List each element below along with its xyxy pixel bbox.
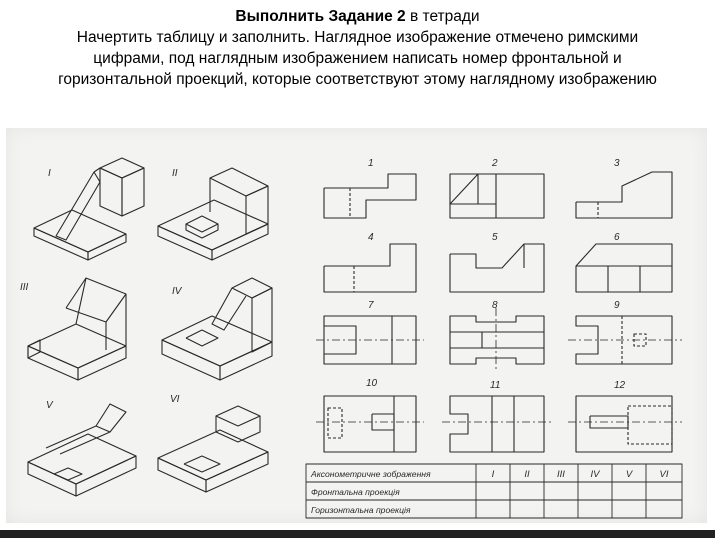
worksheet-drawing: [6, 128, 707, 523]
projection-11: [442, 396, 554, 452]
proj-label-5: 5: [492, 232, 498, 243]
proj-label-4: 4: [368, 232, 374, 243]
table-col-6: VI: [659, 469, 669, 480]
iso-figure-6: [158, 406, 268, 492]
task-text-line-2: цифрами, под наглядным изображением написать номер фронтальной и: [93, 50, 622, 67]
worksheet-photo: [6, 128, 707, 523]
proj-label-11: 11: [490, 380, 501, 391]
iso-figure-2: [158, 168, 268, 260]
projection-2: [450, 174, 544, 218]
projection-10: [316, 396, 424, 452]
proj-label-10: 10: [366, 378, 378, 389]
iso-label-5: V: [46, 400, 53, 411]
table-col-1: I: [491, 469, 495, 480]
iso-label-4: IV: [172, 286, 182, 297]
proj-label-6: 6: [614, 232, 620, 243]
iso-figure-3: [28, 278, 126, 380]
proj-label-8: 8: [492, 300, 498, 311]
task-text-line-1: Начертить таблицу и заполнить. Наглядное изображение отмечено римскими: [76, 29, 639, 46]
table-col-3: III: [557, 469, 565, 480]
iso-label-1: I: [48, 168, 51, 179]
proj-label-3: 3: [614, 158, 620, 169]
task-title-rest: в тетради: [405, 8, 480, 25]
projection-12: [568, 396, 682, 452]
projection-3: [576, 172, 672, 218]
proj-label-1: 1: [368, 158, 374, 169]
iso-label-6: VI: [170, 394, 180, 405]
bottom-edge-bar: [0, 530, 715, 538]
projection-5: [450, 244, 544, 292]
proj-label-2: 2: [492, 158, 498, 169]
projection-4: [324, 244, 416, 292]
table-col-2: II: [524, 469, 530, 480]
task-header: [0, 6, 715, 90]
task-title-bold: Выполнить Задание 2: [235, 8, 406, 25]
table-row-header-frontal: Фронтальна проекція: [311, 487, 400, 497]
task-text-line-3: горизонтальной проекций, которые соответствуют этому наглядному изображению: [58, 71, 657, 88]
proj-label-12: 12: [614, 380, 626, 391]
table-row-header-horizontal: Горизонтальна проекція: [311, 505, 411, 515]
proj-label-7: 7: [368, 300, 374, 311]
table-col-5: V: [625, 469, 633, 480]
projection-9: [568, 316, 682, 364]
iso-figure-5: [28, 404, 136, 496]
projection-6: [576, 244, 672, 292]
iso-label-2: II: [172, 168, 178, 179]
task-title: [0, 6, 715, 27]
table-row-header-axonometric: Аксонометричне зображення: [311, 469, 431, 479]
projection-1: [324, 174, 416, 218]
iso-label-3: III: [20, 282, 29, 293]
projection-8: [450, 308, 544, 372]
table-col-4: IV: [590, 469, 600, 480]
proj-label-9: 9: [614, 300, 620, 311]
projection-7: [316, 316, 424, 364]
